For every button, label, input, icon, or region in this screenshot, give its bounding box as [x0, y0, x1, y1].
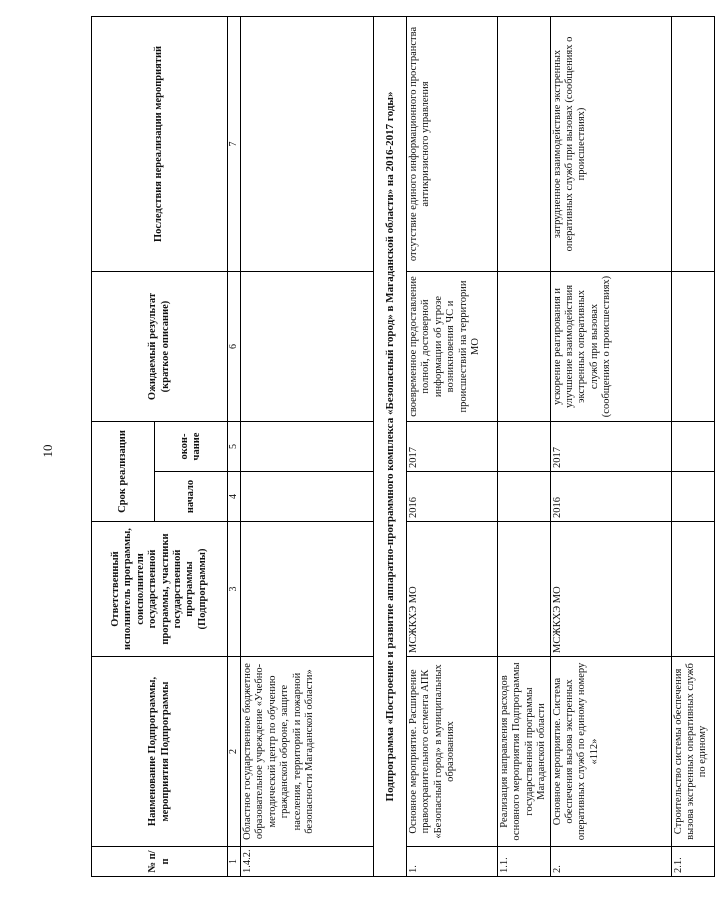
row-num: 2.1.	[671, 847, 714, 877]
row-result	[241, 272, 374, 422]
rotated-table-container	[91, 17, 709, 877]
row-consequences	[241, 17, 374, 272]
table-row	[241, 17, 374, 877]
row-start	[671, 472, 714, 522]
header-term-end: окон-чание	[155, 422, 228, 472]
row-num: 2.	[550, 847, 671, 877]
row-name: Реализация направления расходов основного мероприятия Подпрограммы государственной программы Магаданской области	[498, 657, 551, 847]
row-responsible: МСЖКХЭ МО	[550, 522, 671, 657]
row-start: 2016	[407, 472, 498, 522]
section-row	[374, 17, 407, 877]
row-result: ускорение реагирования и улучшение взаимодействия экстренных оперативных служб при вызовах (сообщениях о происшествиях)	[550, 272, 671, 422]
row-num: 1.4.2.	[241, 847, 374, 877]
table-row	[671, 17, 714, 877]
header-consequences: Последствия нереализации мероприятий	[92, 17, 228, 272]
row-result	[498, 272, 551, 422]
header-term-start: начало	[155, 472, 228, 522]
row-name: Областное государственное бюджетное образовательное учреждение «Учебно-методический центр по обучению гражданской обороне, защите населения, территорий и пожарной безопасности Магаданской области»	[241, 657, 374, 847]
row-end: 2017	[550, 422, 671, 472]
row-result	[671, 272, 714, 422]
row-name: Строительство системы обеспечения вызова экстренных оперативных служб по единому	[671, 657, 714, 847]
row-responsible: МСЖКХЭ МО	[407, 522, 498, 657]
row-end	[241, 422, 374, 472]
row-consequences	[671, 17, 714, 272]
header-term: Срок реализации	[92, 422, 155, 522]
header-responsible: Ответственный исполнитель программы, соисполнители государственной программы, участники государственной программы (Подпрограммы)	[92, 522, 228, 657]
col-index: 6	[228, 272, 241, 422]
col-index: 1	[228, 847, 241, 877]
header-name: Наименование Подпрограммы, мероприятия Подпрограммы	[92, 657, 228, 847]
col-index: 2	[228, 657, 241, 847]
row-start	[498, 472, 551, 522]
row-num: 1.	[407, 847, 498, 877]
section-title: Подпрограмма «Построение и развитие аппаратно-программного комплекса «Безопасный город» в Магаданской области» на 2016-2017 годы»	[374, 17, 407, 877]
row-end: 2017	[407, 422, 498, 472]
row-name: Основное мероприятие. Расширение правоохранительного сегмента АПК «Безопасный город» в муниципальных образованиях	[407, 657, 498, 847]
row-responsible	[671, 522, 714, 657]
col-index: 5	[228, 422, 241, 472]
row-consequences	[498, 17, 551, 272]
col-index: 7	[228, 17, 241, 272]
row-name: Основное мероприятие. Система обеспечения вызова экстренных оперативных служб по единому номеру «112»	[550, 657, 671, 847]
row-end	[498, 422, 551, 472]
table-row	[498, 17, 551, 877]
page-number: 10	[40, 444, 55, 458]
header-num: № п/п	[92, 847, 228, 877]
row-responsible	[241, 522, 374, 657]
table-row	[550, 17, 671, 877]
row-end	[671, 422, 714, 472]
row-start: 2016	[550, 472, 671, 522]
header-result: Ожидаемый результат (краткое описание)	[92, 272, 228, 422]
row-start	[241, 472, 374, 522]
program-table	[91, 16, 715, 877]
row-num: 1.1.	[498, 847, 551, 877]
table-row	[407, 17, 498, 877]
row-responsible	[498, 522, 551, 657]
col-index: 4	[228, 472, 241, 522]
row-result: своевременное предоставление полной, достоверной информации об угрозе возникновения ЧС и происшествий на территории МО	[407, 272, 498, 422]
column-index-row	[228, 17, 241, 877]
row-consequences: затрудненное взаимодействие экстренных оперативных служб при вызовах (сообщениях о происшествиях)	[550, 17, 671, 272]
row-consequences: отсутствие единого информационного пространства антикризисного управления	[407, 17, 498, 272]
col-index: 3	[228, 522, 241, 657]
